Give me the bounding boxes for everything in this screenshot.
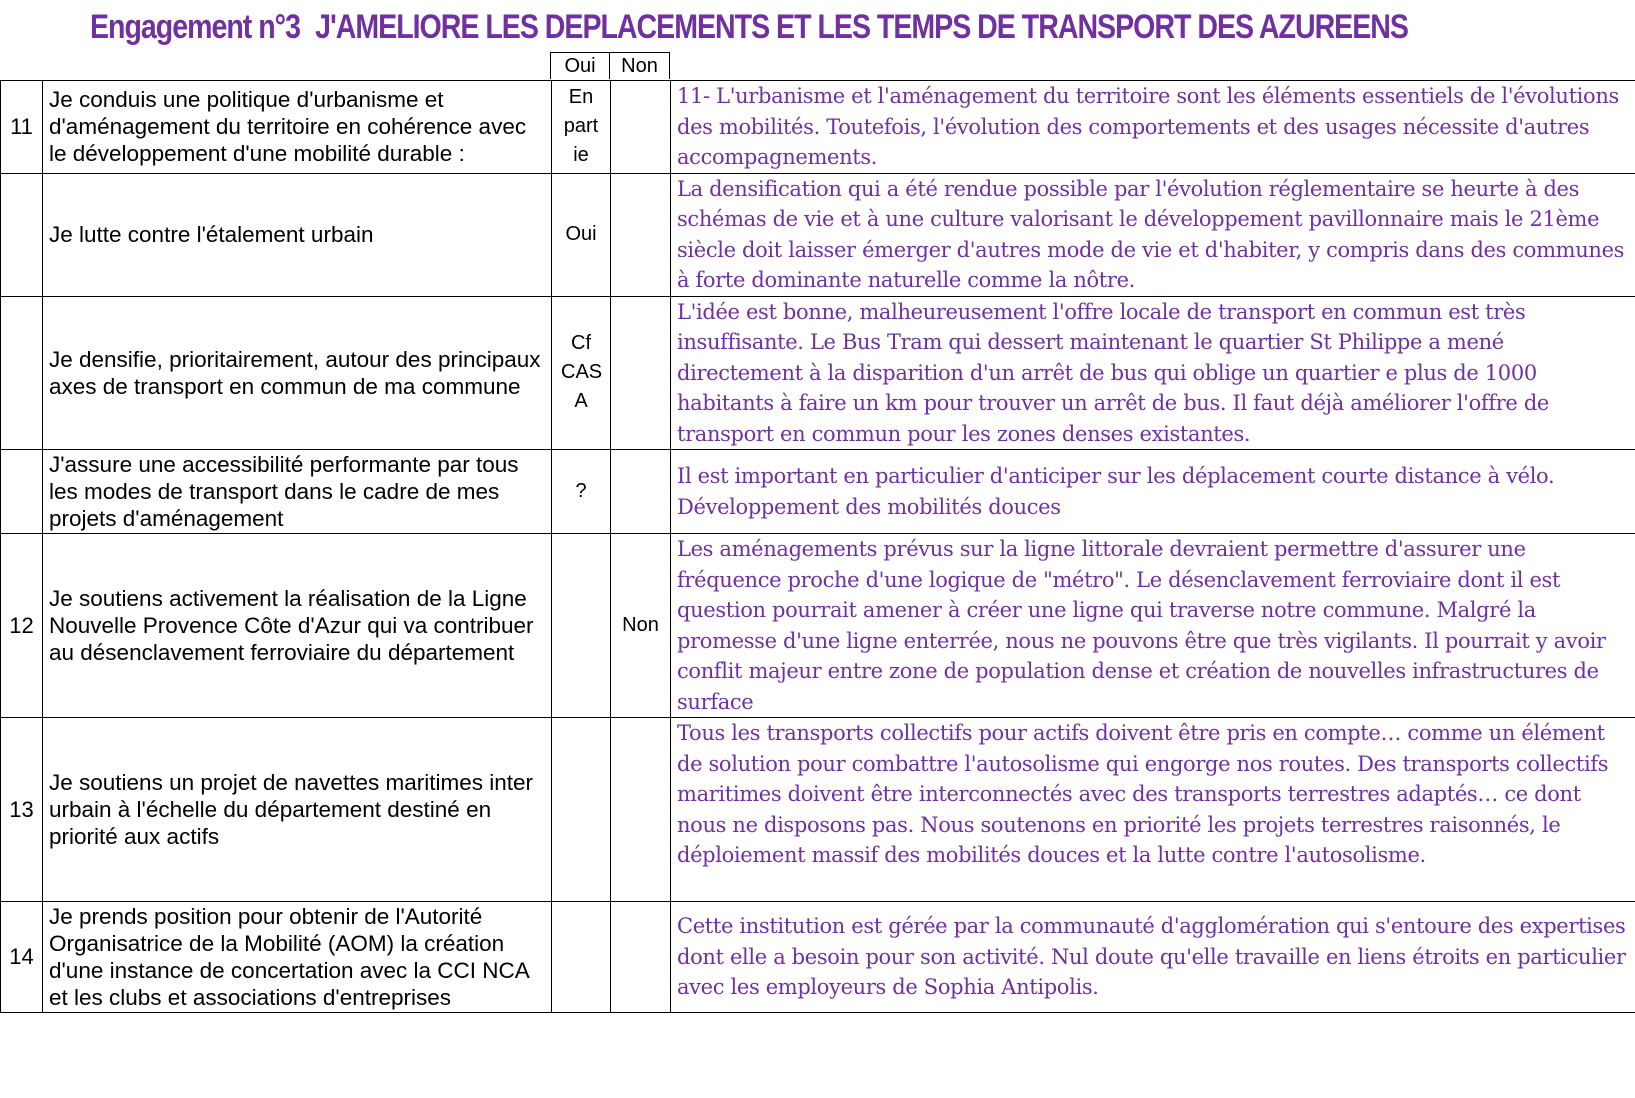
- engagement-heading: J'AMELIORE LES DEPLACEMENTS ET LES TEMPS DE TRANSPORT DES AZUREENS: [315, 8, 1408, 46]
- table-row: [1, 718, 1635, 902]
- table-row: [1, 173, 1635, 296]
- comment-text: La densification qui a été rendue possible par l'évolution réglementaire se heurte à des schémas de vie et à une culture valorisant le développement pavillonnaire mais le 21ème siècle doit laisser émerger d'autres mode de vie et d'habiter, y compris dans des communes à forte dominante naturelle comme la nôtre.: [671, 173, 1635, 296]
- row-number: 12: [1, 534, 43, 718]
- engagement-question: Je conduis une politique d'urbanisme et d'aménagement du territoire en cohérence avec le développement d'une mobilité durable :: [43, 81, 552, 174]
- answer-oui: ?: [552, 450, 611, 534]
- answer-non: [611, 173, 671, 296]
- table-row: [1, 902, 1635, 1013]
- row-number: 14: [1, 902, 43, 1013]
- answer-oui: Oui: [552, 173, 611, 296]
- answer-oui: [552, 296, 611, 450]
- table-row: [1, 296, 1635, 450]
- engagement-table: [0, 80, 1635, 1013]
- table-row: [1, 81, 1635, 174]
- comment-text: Les aménagements prévus sur la ligne littorale devraient permettre d'assurer une fréquence proche d'une logique de "métro". Le désenclavement ferroviaire dont il est question pourrait amener à créer une ligne qui traverse notre commune. Malgré la promesse d'une ligne enterrée, nous ne pouvons être que très vigilants. Il pourrait y avoir conflit majeur entre zone de population dense et création de nouvelles infrastructures de surface: [671, 534, 1635, 718]
- comment-text: Il est important en particulier d'anticiper sur les déplacement courte distance à vélo. Développement des mobilités douces: [671, 450, 1635, 534]
- comment-text: Cette institution est gérée par la communauté d'agglomération qui s'entoure des expertises dont elle a besoin pour son activité. Nul doute qu'elle travaille en liens étroits en particulier avec les employeurs de Sophia Antipolis.: [671, 902, 1635, 1013]
- table-row: [1, 534, 1635, 718]
- answer-oui-text: Cf CAS A: [561, 332, 603, 413]
- page-title: [90, 8, 1408, 47]
- engagement-question: Je densifie, prioritairement, autour des principaux axes de transport en commun de ma commune: [43, 296, 552, 450]
- comment-text: Tous les transports collectifs pour actifs doivent être pris en compte… comme un élément de solution pour combattre l'autosolisme qui engorge nos routes. Des transports collectifs maritimes doivent être interconnectés avec des transports terrestres adaptés… ce dont nous ne disposons pas. Nous soutenons en priorité les projets terrestres raisonnés, le déploiement massif des mobilités douces et la lutte contre l'autosolisme.: [671, 718, 1635, 902]
- answer-oui: [552, 81, 611, 174]
- table-row: [1, 450, 1635, 534]
- answer-non: [611, 450, 671, 534]
- row-number: 11: [1, 81, 43, 174]
- engagement-question: Je soutiens un projet de navettes maritimes inter urbain à l'échelle du département destiné en priorité aux actifs: [43, 718, 552, 902]
- answer-non: Non: [611, 534, 671, 718]
- answer-oui-text: En part ie: [563, 86, 599, 167]
- row-number: [1, 296, 43, 450]
- answer-non: [611, 296, 671, 450]
- row-number: [1, 173, 43, 296]
- header-oui: Oui: [550, 52, 610, 79]
- answer-oui: [552, 718, 611, 902]
- answer-oui: [552, 902, 611, 1013]
- row-number: 13: [1, 718, 43, 902]
- engagement-question: Je soutiens activement la réalisation de la Ligne Nouvelle Provence Côte d'Azur qui va contribuer au désenclavement ferroviaire du département: [43, 534, 552, 718]
- answer-non: [611, 718, 671, 902]
- header-non: Non: [609, 52, 670, 79]
- answer-non: [611, 902, 671, 1013]
- row-number: [1, 450, 43, 534]
- engagement-question: J'assure une accessibilité performante par tous les modes de transport dans le cadre de mes projets d'aménagement: [43, 450, 552, 534]
- engagement-question: Je prends position pour obtenir de l'Autorité Organisatrice de la Mobilité (AOM) la création d'une instance de concertation avec la CCI NCA et les clubs et associations d'entreprises: [43, 902, 552, 1013]
- comment-text: L'idée est bonne, malheureusement l'offre locale de transport en commun est très insuffisante. Le Bus Tram qui dessert maintenant le quartier St Philippe a mené directement à la disparition d'un arrêt de bus qui oblige un quartier e plus de 1000 habitants à faire un km pour trouver un arrêt de bus. Il faut déjà améliorer l'offre de transport en commun pour les zones denses existantes.: [671, 296, 1635, 450]
- answer-oui: [552, 534, 611, 718]
- engagement-number: Engagement n°3: [90, 8, 300, 46]
- answer-non: [611, 81, 671, 174]
- comment-text: 11- L'urbanisme et l'aménagement du territoire sont les éléments essentiels de l'évolutions des mobilités. Toutefois, l'évolution des comportements et des usages nécessite d'autres accompagnements.: [671, 81, 1635, 174]
- engagement-question: Je lutte contre l'étalement urbain: [43, 173, 552, 296]
